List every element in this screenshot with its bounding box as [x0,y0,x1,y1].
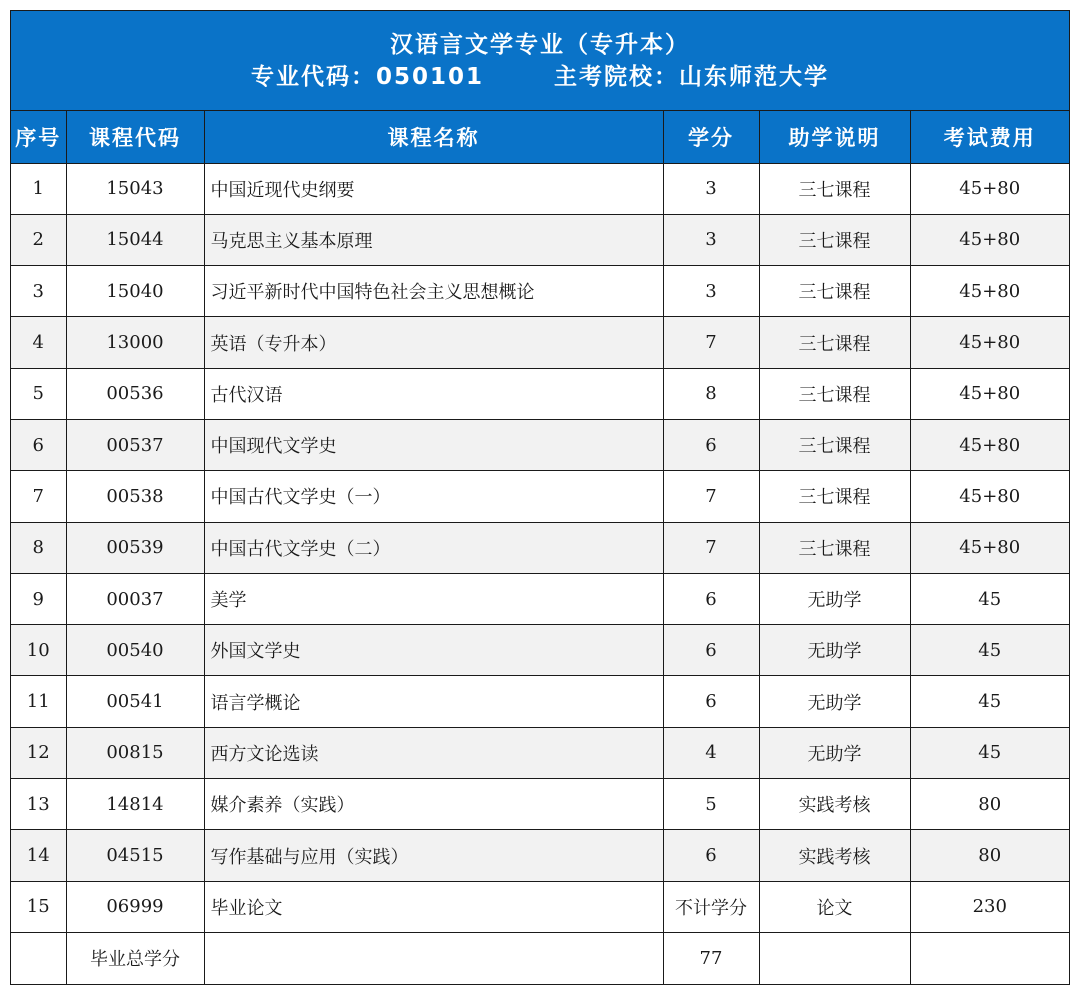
cell-name: 马克思主义基本原理 [204,214,663,265]
cell-note: 三七课程 [759,317,910,368]
cell-fee: 45 [910,625,1069,676]
cell-note: 无助学 [759,676,910,727]
major-title: 汉语言文学专业（专升本） [390,31,690,58]
total-label: 毕业总学分 [66,932,204,983]
cell-fee: 45+80 [910,163,1069,214]
table-row [11,419,1069,470]
cell-credit: 3 [663,266,759,317]
total-fee [910,932,1069,983]
cell-credit: 6 [663,830,759,881]
cell-code: 15044 [66,214,204,265]
cell-no: 12 [11,727,66,778]
cell-note: 实践考核 [759,830,910,881]
cell-fee: 45 [910,727,1069,778]
col-header-code: 课程代码 [66,111,204,163]
header-row [11,111,1069,163]
table-row [11,214,1069,265]
cell-no: 1 [11,163,66,214]
total-no [11,932,66,983]
cell-note: 三七课程 [759,368,910,419]
major-info [251,61,829,93]
cell-code: 15043 [66,163,204,214]
cell-fee: 45+80 [910,471,1069,522]
cell-note: 实践考核 [759,779,910,830]
cell-name: 中国现代文学史 [204,419,663,470]
cell-fee: 45+80 [910,266,1069,317]
host-school: 主考院校：山东师范大学 [554,63,830,90]
cell-no: 2 [11,214,66,265]
cell-note: 无助学 [759,625,910,676]
table-row [11,266,1069,317]
cell-credit: 不计学分 [663,881,759,932]
cell-code: 00037 [66,573,204,624]
cell-name: 毕业论文 [204,881,663,932]
table-row [11,727,1069,778]
cell-code: 00538 [66,471,204,522]
cell-credit: 7 [663,471,759,522]
cell-credit: 6 [663,676,759,727]
cell-name: 中国近现代史纲要 [204,163,663,214]
cell-name: 写作基础与应用（实践） [204,830,663,881]
cell-code: 00537 [66,419,204,470]
cell-fee: 45 [910,676,1069,727]
cell-credit: 7 [663,522,759,573]
cell-note: 三七课程 [759,522,910,573]
cell-code: 04515 [66,830,204,881]
cell-note: 三七课程 [759,419,910,470]
cell-note: 三七课程 [759,471,910,522]
cell-name: 外国文学史 [204,625,663,676]
cell-name: 西方文论选读 [204,727,663,778]
course-plan-table-frame [10,10,1070,985]
cell-code: 00540 [66,625,204,676]
total-note [759,932,910,983]
cell-fee: 45+80 [910,214,1069,265]
table-row [11,779,1069,830]
cell-credit: 7 [663,317,759,368]
cell-credit: 6 [663,573,759,624]
cell-code: 00541 [66,676,204,727]
col-header-fee: 考试费用 [910,111,1069,163]
total-credit: 77 [663,932,759,983]
cell-name: 语言学概论 [204,676,663,727]
cell-name: 古代汉语 [204,368,663,419]
total-name [204,932,663,983]
cell-no: 11 [11,676,66,727]
cell-credit: 3 [663,214,759,265]
cell-fee: 45+80 [910,522,1069,573]
cell-no: 9 [11,573,66,624]
cell-code: 00539 [66,522,204,573]
cell-name: 英语（专升本） [204,317,663,368]
cell-no: 6 [11,419,66,470]
course-table [11,111,1069,984]
col-header-no: 序号 [11,111,66,163]
col-header-name: 课程名称 [204,111,663,163]
cell-no: 5 [11,368,66,419]
table-row [11,471,1069,522]
cell-no: 8 [11,522,66,573]
cell-credit: 8 [663,368,759,419]
cell-note: 三七课程 [759,214,910,265]
cell-note: 三七课程 [759,163,910,214]
cell-credit: 4 [663,727,759,778]
cell-credit: 6 [663,419,759,470]
cell-code: 14814 [66,779,204,830]
total-row [11,932,1069,983]
cell-note: 三七课程 [759,266,910,317]
cell-fee: 45 [910,573,1069,624]
col-header-note: 助学说明 [759,111,910,163]
major-code: 专业代码：050101 [250,63,485,90]
cell-name: 中国古代文学史（一） [204,471,663,522]
cell-fee: 230 [910,881,1069,932]
cell-note: 无助学 [759,573,910,624]
cell-note: 无助学 [759,727,910,778]
cell-no: 10 [11,625,66,676]
cell-fee: 80 [910,830,1069,881]
cell-note: 论文 [759,881,910,932]
cell-name: 美学 [204,573,663,624]
cell-no: 4 [11,317,66,368]
cell-credit: 5 [663,779,759,830]
cell-fee: 45+80 [910,368,1069,419]
cell-fee: 80 [910,779,1069,830]
cell-name: 媒介素养（实践） [204,779,663,830]
cell-no: 14 [11,830,66,881]
cell-credit: 3 [663,163,759,214]
table-row [11,625,1069,676]
cell-credit: 6 [663,625,759,676]
table-row [11,573,1069,624]
cell-fee: 45+80 [910,419,1069,470]
cell-code: 00815 [66,727,204,778]
cell-name: 习近平新时代中国特色社会主义思想概论 [204,266,663,317]
cell-name: 中国古代文学史（二） [204,522,663,573]
table-banner [11,11,1069,111]
cell-no: 13 [11,779,66,830]
cell-code: 15040 [66,266,204,317]
cell-no: 15 [11,881,66,932]
table-row [11,317,1069,368]
table-row [11,163,1069,214]
table-row [11,881,1069,932]
cell-no: 3 [11,266,66,317]
table-row [11,522,1069,573]
cell-fee: 45+80 [910,317,1069,368]
cell-code: 13000 [66,317,204,368]
table-row [11,368,1069,419]
table-row [11,676,1069,727]
col-header-credit: 学分 [663,111,759,163]
table-row [11,830,1069,881]
cell-code: 00536 [66,368,204,419]
cell-no: 7 [11,471,66,522]
cell-code: 06999 [66,881,204,932]
